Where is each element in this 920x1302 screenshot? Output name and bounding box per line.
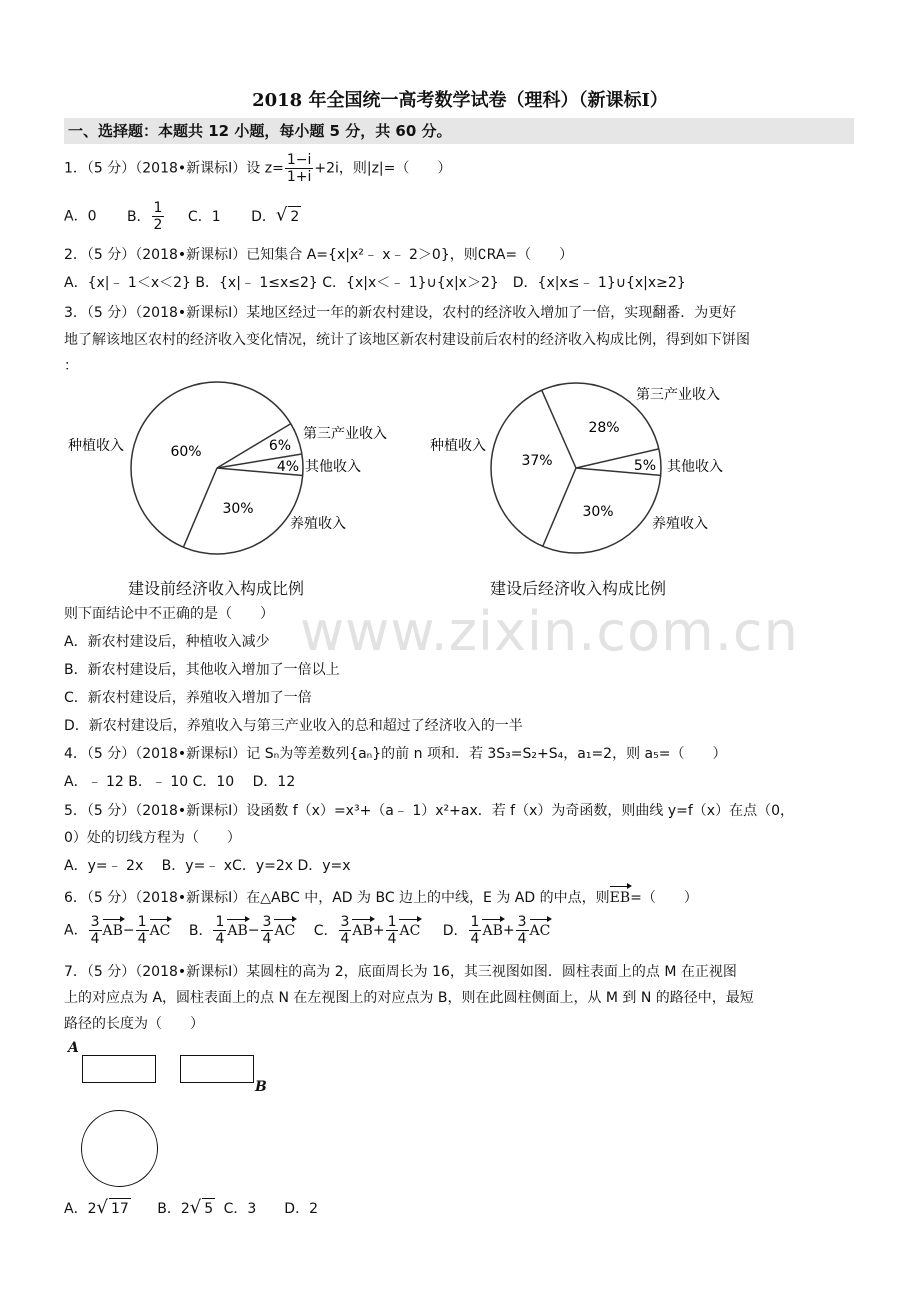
question-1-options: A．0 B． $\frac{1}{2}$ C．1 D．√ 2 [64,200,300,233]
q1-d-radicand: 2 [288,206,301,227]
q7-option-a: A．2 [64,1201,97,1217]
front-view-rect [82,1055,156,1083]
q6-d-den2: 4 [517,931,527,947]
q6-option-d: D． [442,922,468,939]
q6-text: 6．（5 分）（2018•新课标Ⅰ）在△ABC 中，AD 为 BC 边上的中线，E 为 AD 的中点，则 [64,890,610,906]
pie-slice-percent: 4% [276,459,300,475]
q6-a-vec-ac: AC [149,922,171,939]
pie-after-caption: 建设后经济收入构成比例 [490,579,667,598]
question-7-line-1: 7．（5 分）（2018•新课标Ⅰ）某圆柱的高为 2，底面周长为 16，其三视图如图．圆柱表面上的点 M 在正视图 [64,964,737,980]
q6-d-den1: 4 [470,931,480,947]
pie-category-label: 养殖收入 [290,516,346,532]
pie-slice-percent: 30% [582,504,614,520]
q1-text-a: 1．（5 分）（2018•新课标Ⅰ）设 z= [64,160,284,177]
q6-c-num2: 1 [387,914,397,930]
q6-a-den1: 4 [90,931,100,947]
q6-b-den1: 4 [215,931,225,947]
q7-a-radicand: 17 [109,1198,131,1219]
q1-text-b: +2i，则|z|=（ ） [314,160,452,177]
question-2-stem: 2．（5 分）（2018•新课标Ⅰ）已知集合 A={x|x²﹣ x﹣ 2＞0}，则∁RA=（ ） [64,247,574,263]
question-3-option-c: C．新农村建设后，养殖收入增加了一倍 [64,690,312,706]
question-4-stem: 4．（5 分）（2018•新课标Ⅰ）记 Sₙ为等差数列{aₙ}的前 n 项和．若 3S₃=S₂+S₄，a₁=2，则 a₅=（ ） [64,746,727,762]
top-view-circle [81,1110,158,1187]
pie-slice-percent: 30% [222,501,254,517]
pie-slice-percent: 5% [633,458,657,474]
pie-charts [0,370,920,610]
q6-c-num1: 3 [340,914,350,930]
q6-vector-eb: EB [609,890,631,906]
point-a-label: A [68,1040,79,1056]
q1-den: 1+i [286,169,312,185]
question-5-line-1: 5．（5 分）（2018•新课标Ⅰ）设函数 f（x）=x³+（a﹣ 1）x²+ax．若 f（x）为奇函数，则曲线 y=f（x）在点（0， [64,803,794,819]
q1-b-num: 1 [153,200,163,216]
pie-chart-after [430,383,723,553]
q6-d-num1: 1 [470,914,480,930]
q6-d-op: + [502,922,515,939]
question-7-options: A．2√ 17 B．2√ 5 C．3 D．2 [64,1197,318,1218]
q6-b-vec-ac: AC [274,922,296,939]
question-3-line-2: 地了解该地区农村的经济收入变化情况，统计了该地区新农村建设前后农村的经济收入构成比例，得到如下饼图 [64,332,750,348]
q1-option-c: C．1 [187,208,221,225]
q6-b-den2: 4 [262,931,272,947]
question-2-options: A．{x|﹣ 1＜x＜2} B．{x|﹣ 1≤x≤2} C．{x|x＜﹣ 1}∪{x|x＞2} D．{x|x≤﹣ 1}∪{x|x≥2} [64,275,686,291]
pie-slice-percent: 28% [588,420,620,436]
q6-d-num2: 3 [517,914,527,930]
question-3-line-3: ： [64,358,78,374]
q6-a-num1: 3 [90,914,100,930]
q6-a-den2: 4 [137,931,147,947]
q6-d-vec-ac: AC [529,922,551,939]
question-1-stem [64,152,451,185]
question-7-line-3: 路径的长度为（ ） [64,1016,204,1032]
q1-b-den: 2 [153,217,163,233]
question-3-prompt: 则下面结论中不正确的是（ ） [64,606,274,622]
q6-c-den2: 4 [387,931,397,947]
question-7-line-2: 上的对应点为 A，圆柱表面上的点 N 在左视图上的对应点为 B，则在此圆柱侧面上，从 M 到 N 的路径中，最短 [64,990,754,1006]
q1-option-a: A．0 [64,208,97,225]
q6-text-end: =（ ） [630,890,698,906]
q1-option-b: B． [126,208,151,225]
pie-category-label: 第三产业收入 [303,426,387,442]
q6-b-vec-ab: AB [227,922,248,939]
q1-fraction [285,152,314,185]
pie-category-label: 养殖收入 [652,516,708,532]
q6-a-vec-ab: AB [102,922,123,939]
q6-option-b: B． [188,922,213,939]
question-4-options: A．﹣ 12 B．﹣ 10 C．10 D．12 [64,774,296,790]
q6-c-vec-ab: AB [352,922,373,939]
side-view-rect [180,1055,254,1083]
paper-title: 2018 年全国统一高考数学试卷（理科）（新课标Ⅰ） [252,90,668,111]
q6-d-vec-ab: AB [482,922,503,939]
q7-option-b: B．2 [157,1201,190,1217]
q6-a-num2: 1 [137,914,147,930]
pie-category-label: 第三产业收入 [636,387,720,403]
q6-a-op: − [122,922,135,939]
pie-slice-percent: 60% [170,444,202,460]
question-5-options: A．y=﹣ 2x B．y=﹣ xC．y=2x D．y=x [64,858,351,874]
pie-category-label: 种植收入 [68,438,124,454]
question-6-stem [64,888,698,908]
pie-slice-percent: 37% [521,453,553,469]
q6-b-num1: 1 [215,914,225,930]
q6-c-den1: 4 [340,931,350,947]
section-header: 一、选择题：本题共 12 小题，每小题 5 分，共 60 分。 [64,118,854,144]
pie-category-label: 种植收入 [430,438,486,454]
q1-b-fraction [152,200,165,233]
q6-option-c: C． [313,922,338,939]
pie-category-label: 其他收入 [305,459,361,475]
watermark: www.zixin.com.cn [300,600,799,663]
question-3-line-1: 3．（5 分）（2018•新课标Ⅰ）某地区经过一年的新农村建设，农村的经济收入增加了一倍，实现翻番．为更好 [64,305,737,321]
question-5-line-2: 0）处的切线方程为（ ） [64,830,241,846]
q6-c-vec-ac: AC [399,922,421,939]
q1-option-d: D． [251,208,276,225]
pie-category-label: 其他收入 [667,459,723,475]
q6-option-a: A． [64,922,88,939]
q7-option-cd: C．3 D．2 [223,1201,318,1217]
pie-chart-before [68,382,387,554]
question-3-option-d: D．新农村建设后，养殖收入与第三产业收入的总和超过了经济收入的一半 [64,718,523,734]
question-3-option-a: A．新农村建设后，种植收入减少 [64,634,270,650]
q6-c-op: + [372,922,385,939]
pie-slice-percent: 6% [268,438,292,454]
question-3-option-b: B．新农村建设后，其他收入增加了一倍以上 [64,662,340,678]
q1-num: 1−i [286,152,312,168]
q7-b-radicand: 5 [202,1198,215,1219]
pie-before-caption: 建设前经济收入构成比例 [128,579,305,598]
q6-b-num2: 3 [262,914,272,930]
q6-b-op: − [247,922,260,939]
question-6-options [64,914,550,947]
point-b-label: B [255,1079,267,1095]
